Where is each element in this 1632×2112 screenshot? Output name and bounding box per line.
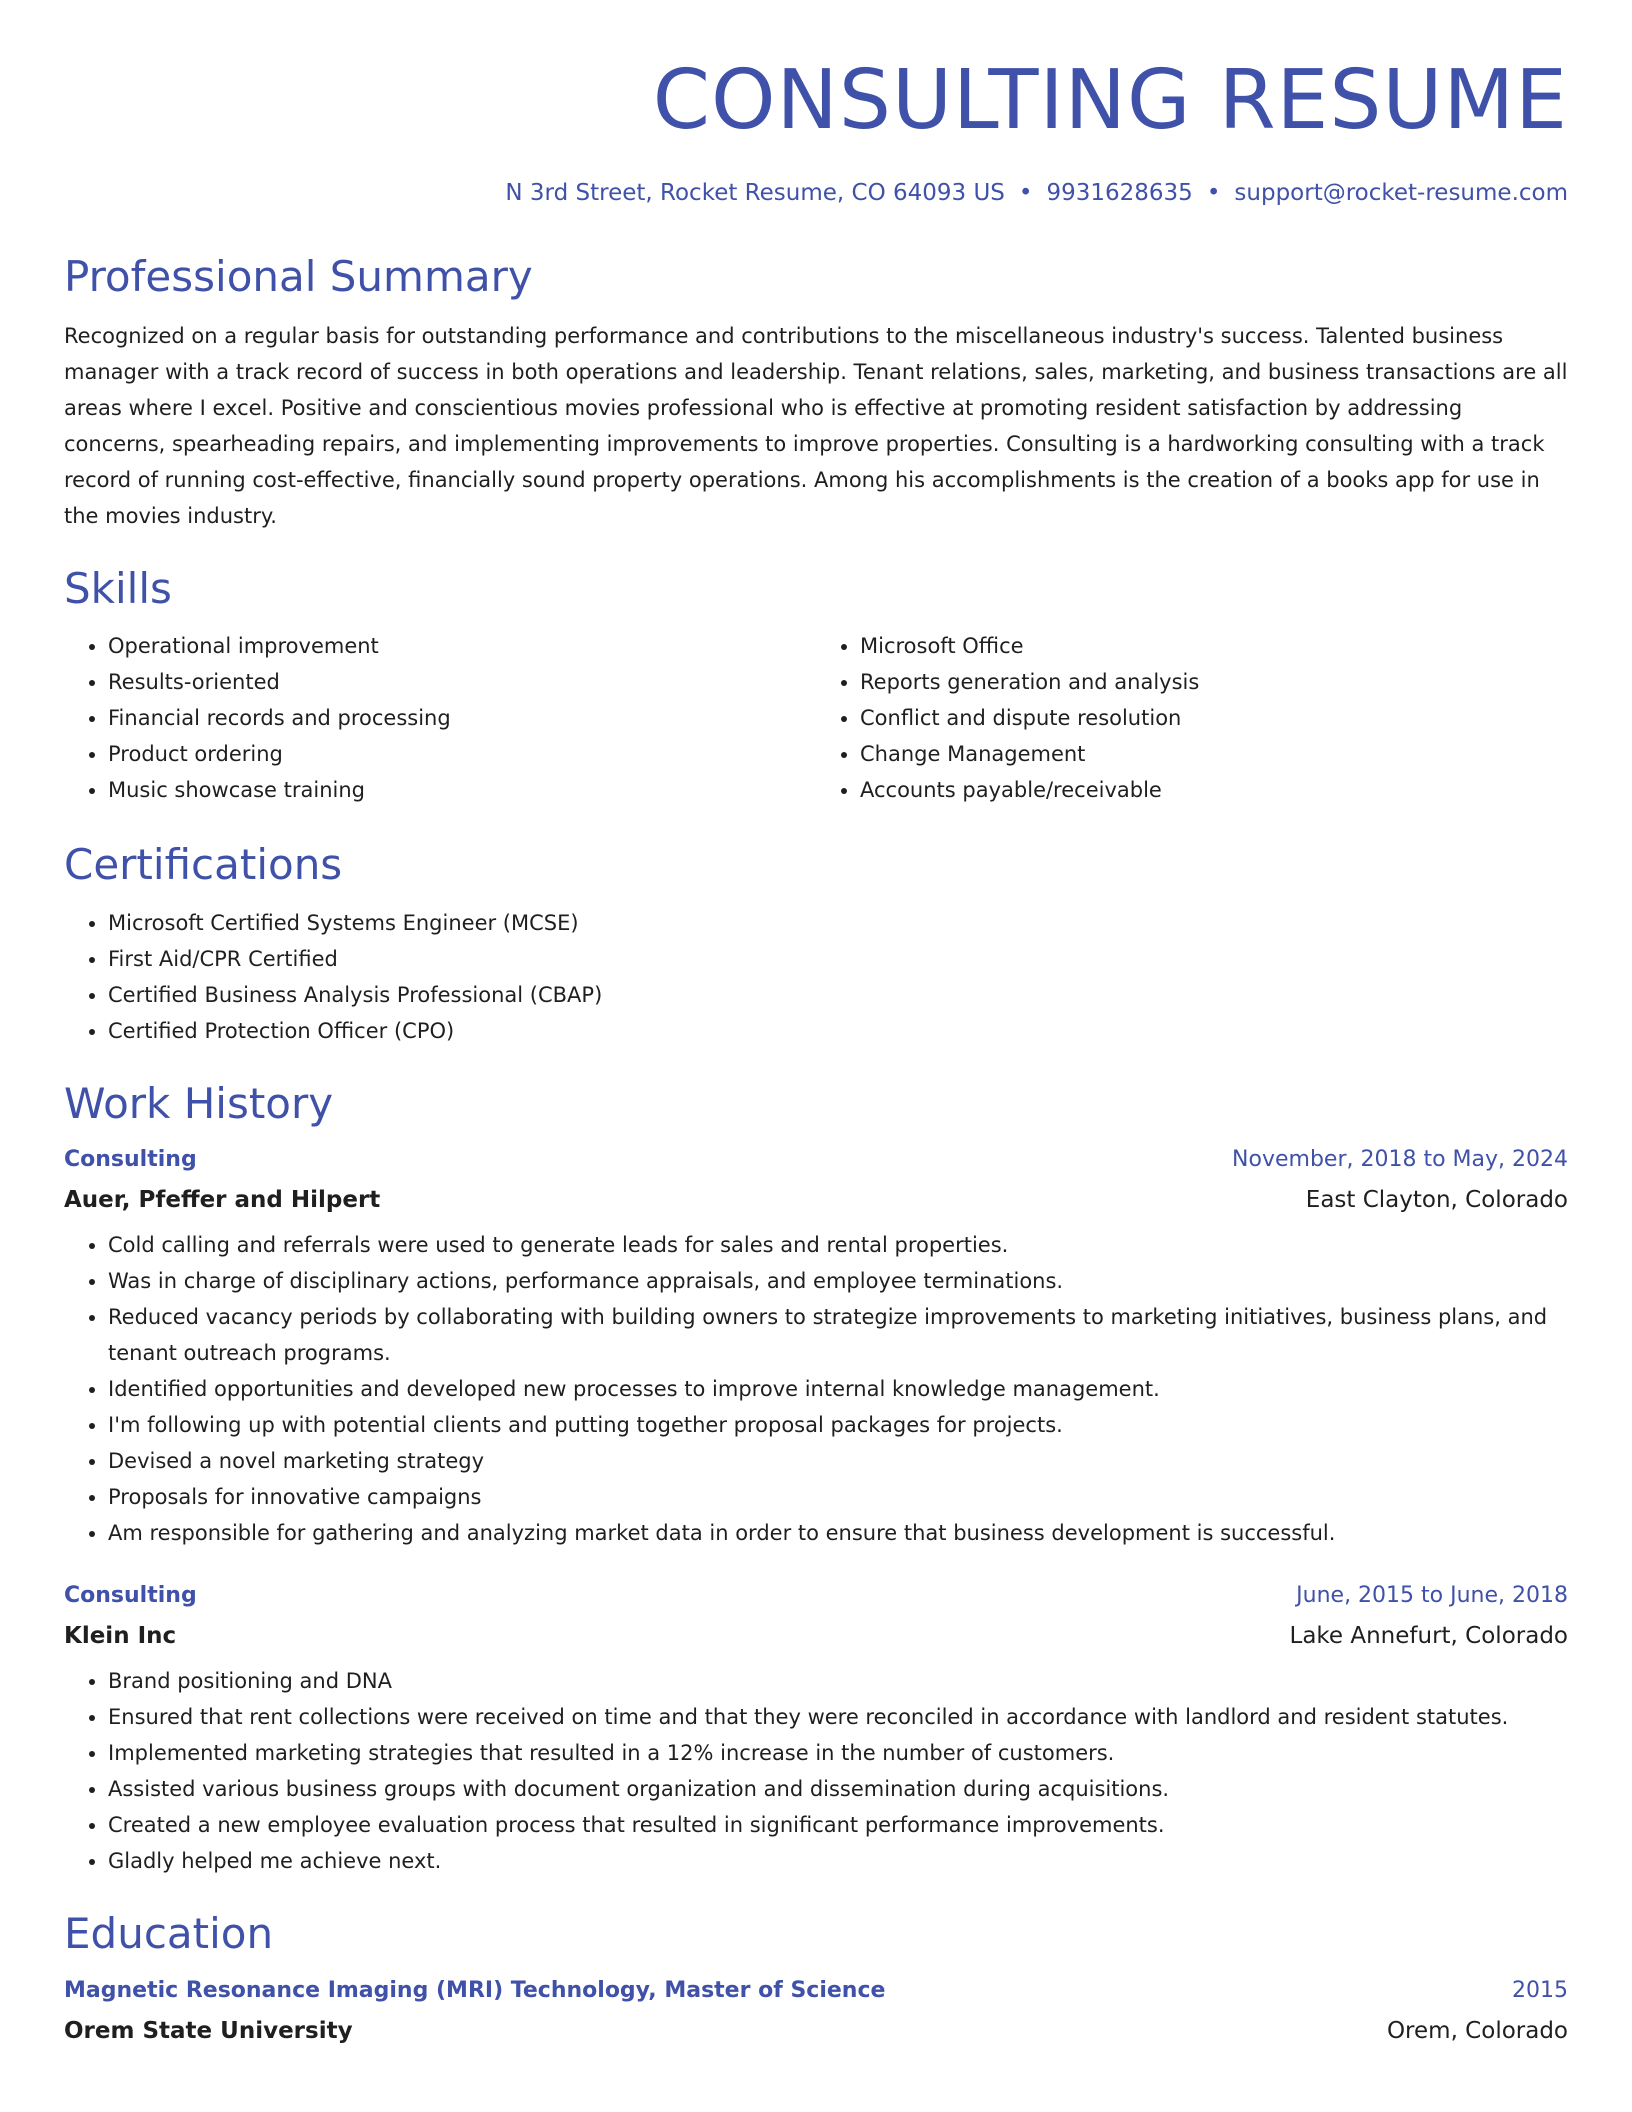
skill-item: • Operational improvement bbox=[108, 628, 816, 664]
summary-section bbox=[64, 252, 1568, 534]
job-bullet: • Brand positioning and DNA bbox=[108, 1663, 1568, 1699]
job-bullet: • Was in charge of disciplinary actions, performance appraisals, and employee terminations. bbox=[108, 1263, 1568, 1299]
section-heading-work: Work History bbox=[64, 1078, 334, 1128]
summary-text: Recognized on a regular basis for outstanding performance and contributions to the miscellaneous industry's success. Talented business manager with a track record of success in both operations and leadership. Tenant relations, sales, marketing, and business transactions are all areas where I excel. Positive and conscientious movies professional who is effective at promoting resident satisfaction by addressing concerns, spearheading repairs, and implementing improvements to improve properties. Consulting is a hardworking consulting with a track record of running cost-effective, financially sound property operations. Among his accomplishments is the creation of a books app for use in the movies industry. bbox=[64, 323, 1568, 528]
phone: 9931628635 bbox=[1046, 180, 1193, 206]
separator: • bbox=[1018, 180, 1033, 206]
address: N 3rd Street, Rocket Resume, CO 64093 US bbox=[505, 180, 1005, 206]
job-bullet: • Identified opportunities and developed new processes to improve internal knowledge management. bbox=[108, 1371, 1568, 1407]
job-bullet: • Devised a novel marketing strategy bbox=[108, 1443, 1568, 1479]
skill-item: • Financial records and processing bbox=[108, 700, 816, 736]
school-name: Orem State University bbox=[64, 2017, 353, 2044]
skill-item: • Accounts payable/receivable bbox=[860, 772, 1568, 808]
job-location: Lake Annefurt, Colorado bbox=[1289, 1623, 1568, 1650]
job-dates: June, 2015 to June, 2018 bbox=[1296, 1583, 1568, 1609]
job-header bbox=[64, 1145, 1568, 1175]
job-role: Consulting bbox=[64, 1147, 197, 1173]
job-entry bbox=[64, 1145, 1568, 1551]
email: support@rocket-resume.com bbox=[1234, 180, 1568, 206]
section-heading-skills: Skills bbox=[64, 563, 172, 613]
job-role: Consulting bbox=[64, 1583, 197, 1609]
section-heading-education: Education bbox=[64, 1909, 274, 1959]
job-dates: November, 2018 to May, 2024 bbox=[1232, 1147, 1568, 1173]
job-bullet: • Assisted various business groups with document organization and dissemination during acquisitions. bbox=[108, 1771, 1568, 1807]
certification-item: • Certified Business Analysis Professional (CBAP) bbox=[108, 977, 1568, 1013]
resume-page bbox=[64, 0, 1568, 2046]
skill-item: • Microsoft Office bbox=[860, 628, 1568, 664]
skill-item: • Reports generation and analysis bbox=[860, 664, 1568, 700]
resume-title: CONSULTING RESUME bbox=[652, 53, 1568, 148]
separator: • bbox=[1206, 180, 1221, 206]
skill-item: • Change Management bbox=[860, 736, 1568, 772]
certifications-list bbox=[64, 905, 1568, 1049]
job-subheader bbox=[64, 1185, 1568, 1215]
job-bullet: • Created a new employee evaluation process that resulted in significant performance improvements. bbox=[108, 1807, 1568, 1843]
job-bullet: • Reduced vacancy periods by collaborating with building owners to strategize improvements to marketing initiatives, business plans, and tenant outreach programs. bbox=[108, 1299, 1568, 1371]
skill-item: • Music showcase training bbox=[108, 772, 816, 808]
skills-list-right bbox=[816, 628, 1568, 808]
certification-item: • Microsoft Certified Systems Engineer (MCSE) bbox=[108, 905, 1568, 941]
skills-columns bbox=[64, 628, 1568, 808]
work-section bbox=[64, 1079, 1568, 1879]
job-bullets bbox=[64, 1663, 1568, 1879]
certification-item: • Certified Protection Officer (CPO) bbox=[108, 1013, 1568, 1049]
job-company: Auer, Pfeffer and Hilpert bbox=[64, 1187, 381, 1214]
skills-list-left bbox=[64, 628, 816, 808]
job-entry bbox=[64, 1581, 1568, 1879]
job-company: Klein Inc bbox=[64, 1623, 177, 1650]
job-header bbox=[64, 1581, 1568, 1611]
skill-item: • Results-oriented bbox=[108, 664, 816, 700]
school-location: Orem, Colorado bbox=[1386, 2017, 1568, 2044]
skills-section bbox=[64, 564, 1568, 808]
job-bullet: • Ensured that rent collections were received on time and that they were reconciled in accordance with landlord and resident statutes. bbox=[108, 1699, 1568, 1735]
job-bullet: • Cold calling and referrals were used to generate leads for sales and rental properties. bbox=[108, 1227, 1568, 1263]
job-location: East Clayton, Colorado bbox=[1305, 1187, 1568, 1214]
job-bullet: • Proposals for innovative campaigns bbox=[108, 1479, 1568, 1515]
job-bullet: • Gladly helped me achieve next. bbox=[108, 1843, 1568, 1879]
education-year: 2015 bbox=[1512, 1977, 1568, 2003]
job-bullet: • I'm following up with potential clients and putting together proposal packages for projects. bbox=[108, 1407, 1568, 1443]
certifications-section bbox=[64, 840, 1568, 1048]
job-bullets bbox=[64, 1227, 1568, 1551]
education-header bbox=[64, 1976, 1568, 2006]
job-bullet: • Implemented marketing strategies that resulted in a 12% increase in the number of customers. bbox=[108, 1735, 1568, 1771]
education-subheader bbox=[64, 2016, 1568, 2046]
section-heading-summary: Professional Summary bbox=[64, 251, 533, 301]
job-bullet: • Am responsible for gathering and analyzing market data in order to ensure that business development is successful. bbox=[108, 1515, 1568, 1551]
education-section bbox=[64, 1909, 1568, 2045]
skill-item: • Conflict and dispute resolution bbox=[860, 700, 1568, 736]
certification-item: • First Aid/CPR Certified bbox=[108, 941, 1568, 977]
job-subheader bbox=[64, 1621, 1568, 1651]
skill-item: • Product ordering bbox=[108, 736, 816, 772]
contact-line bbox=[64, 180, 1568, 208]
degree: Magnetic Resonance Imaging (MRI) Technology, Master of Science bbox=[64, 1977, 886, 2003]
section-heading-certifications: Certifications bbox=[64, 840, 343, 890]
